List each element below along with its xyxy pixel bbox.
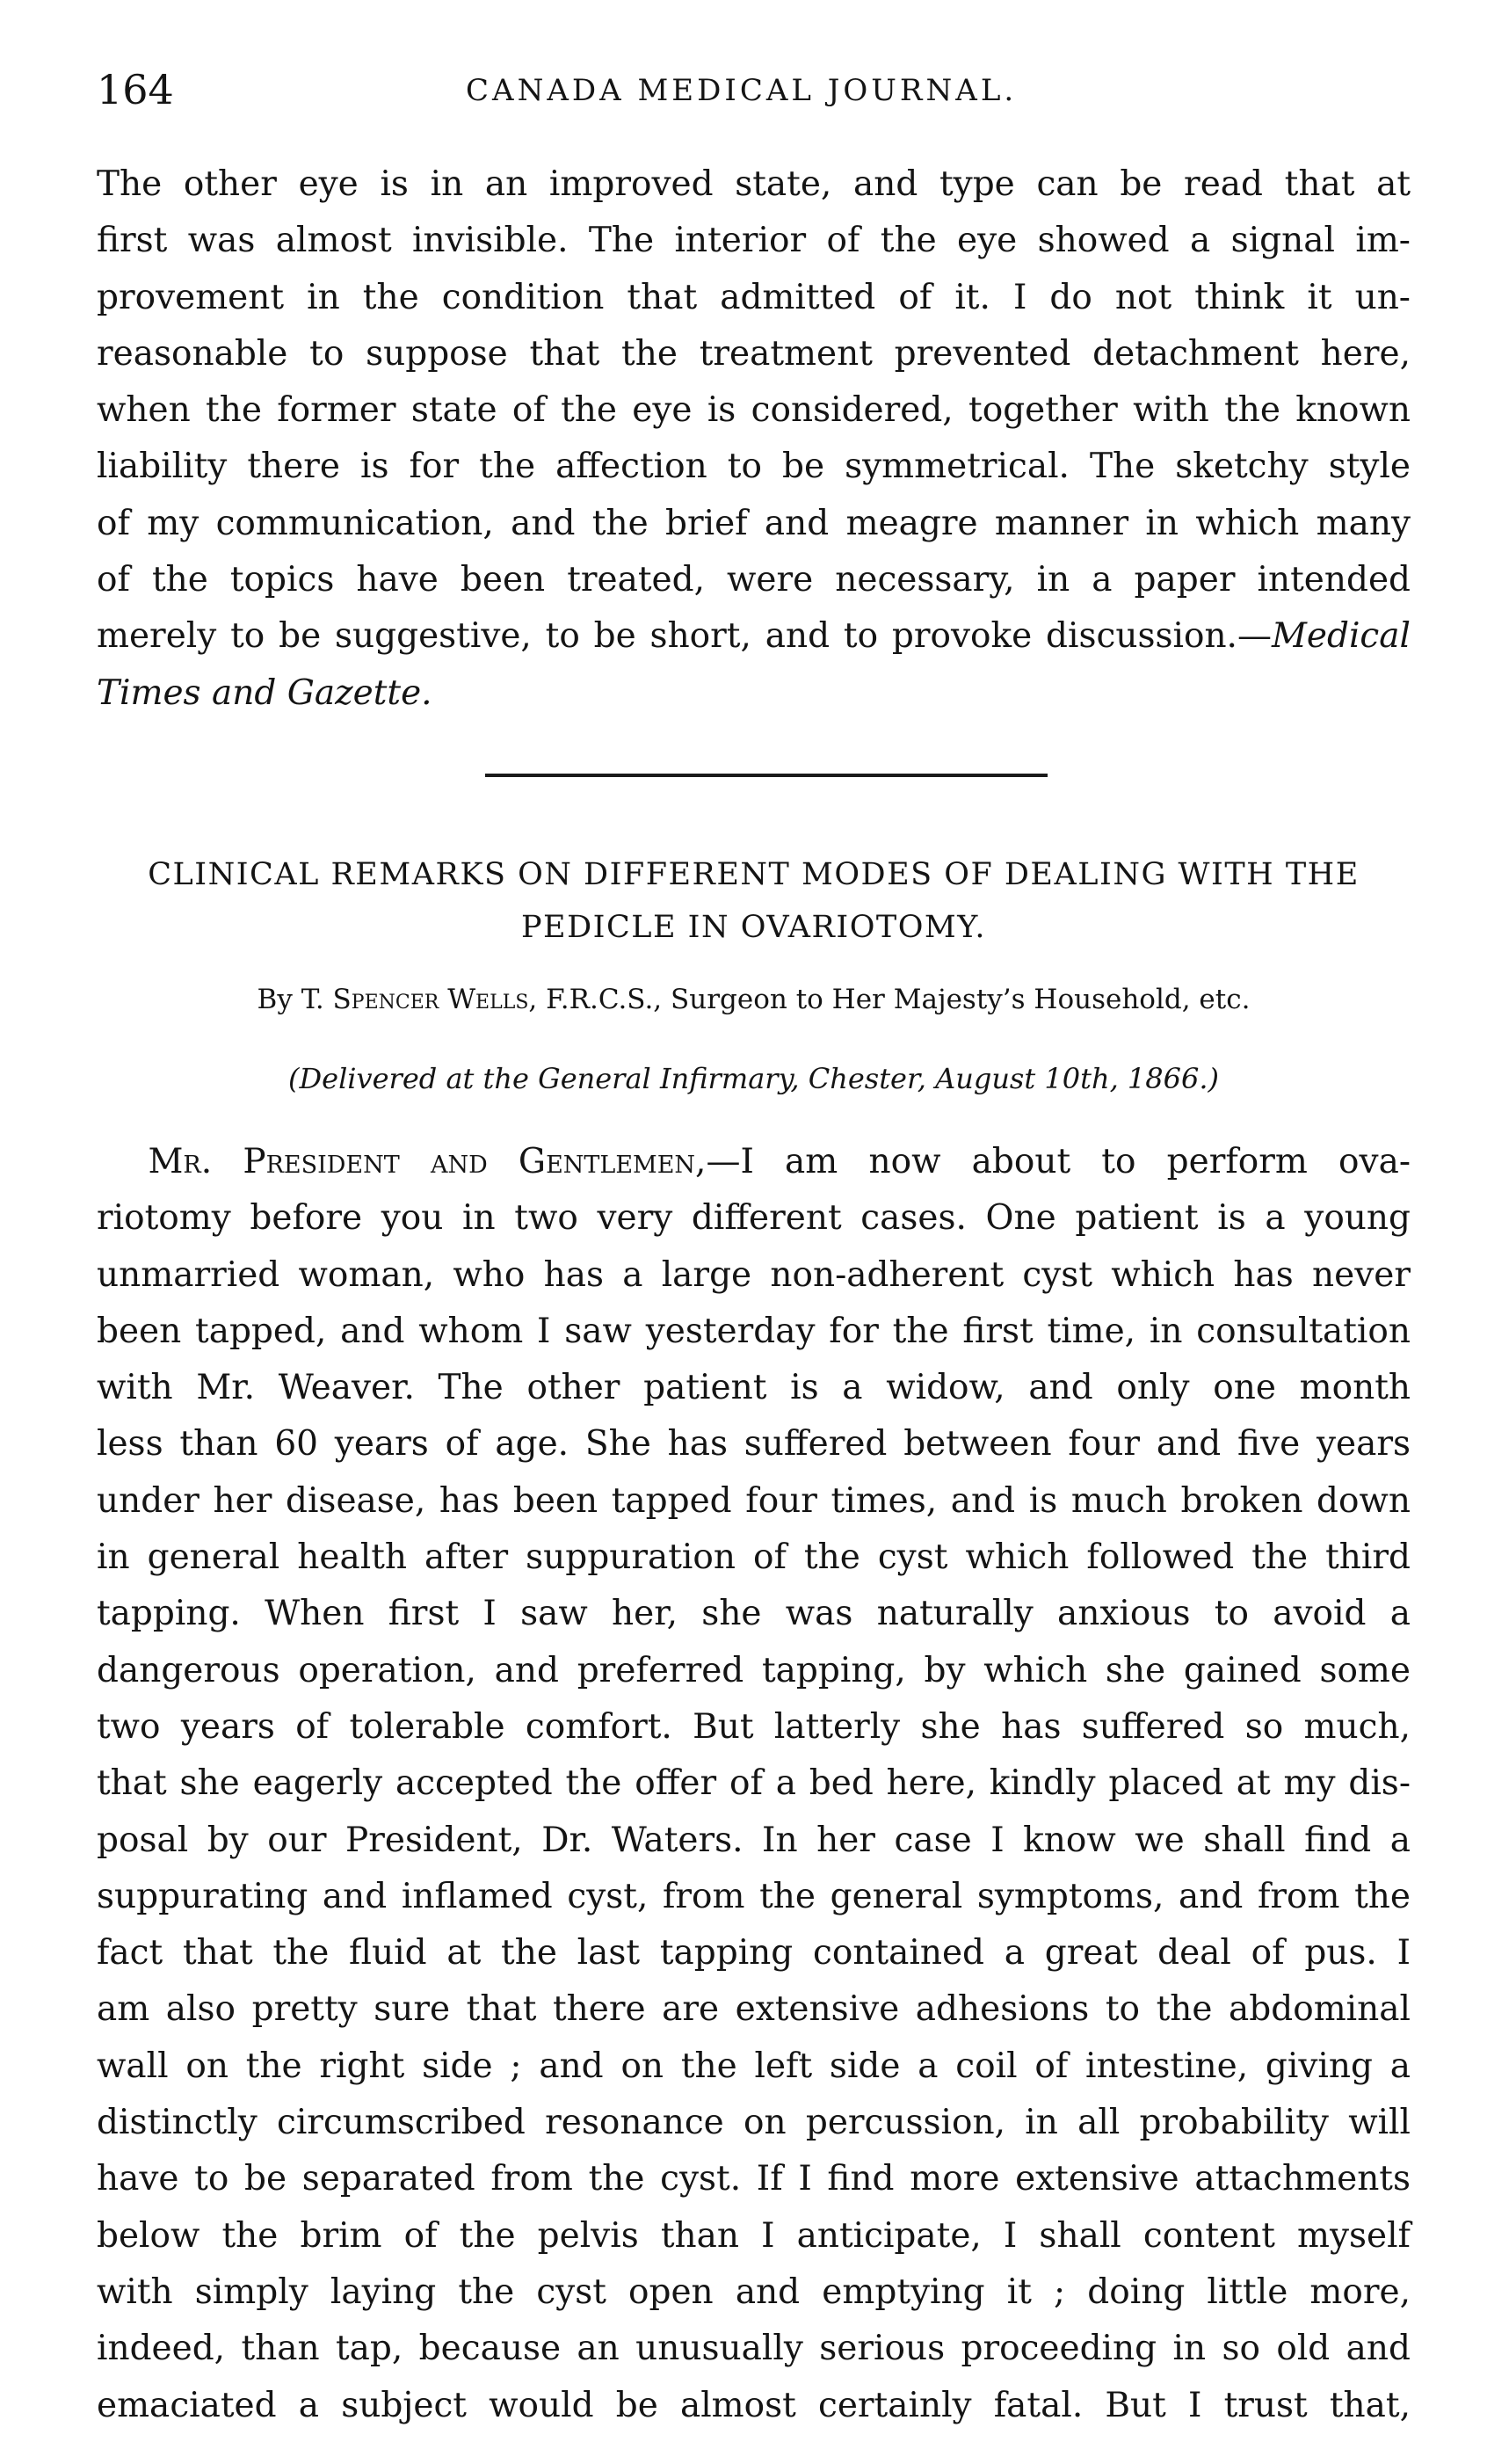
page-number: 164 — [97, 66, 174, 113]
text-line: that she eagerly accepted the offer of a bed here, kindly placed at my dis- — [97, 1763, 1411, 1804]
text-line: less than 60 years of age. She has suffered between four and five years — [97, 1424, 1411, 1465]
source-citation: Medical — [1271, 616, 1411, 657]
text-line: under her disease, has been tapped four times, and is much broken down — [97, 1480, 1411, 1521]
byline-credentials: , F.R.C.S., Surgeon to Her Majesty’s Household, etc. — [528, 984, 1251, 1015]
article-title — [97, 848, 1411, 954]
paragraph-previous-article — [97, 156, 1411, 722]
text-line: wall on the right side ; and on the left side a coil of intestine, giving a — [97, 2046, 1411, 2086]
text-line: indeed, than tap, because an unusually serious proceeding in so old and — [97, 2329, 1411, 2369]
text-line: below the brim of the pelvis than I anticipate, I shall content myself — [97, 2215, 1411, 2256]
text-line: when the former state of the eye is considered, together with the known — [97, 390, 1411, 431]
text-line: posal by our President, Dr. Waters. In her case I know we shall find a — [97, 1820, 1411, 1860]
text-line: am also pretty sure that there are extensive adhesions to the abdominal — [97, 1989, 1411, 2030]
text-line: emaciated a subject would be almost certainly fatal. But I trust that, — [97, 2385, 1411, 2425]
text-segment: —I am now about to perform ova- — [706, 1142, 1411, 1181]
running-head — [97, 63, 1415, 116]
text-line: two years of tolerable comfort. But latterly she has suffered so much, — [97, 1706, 1411, 1747]
journal-title: CANADA MEDICAL JOURNAL. — [466, 73, 1018, 108]
section-divider — [485, 774, 1048, 777]
text-line: of my communication, and the brief and meagre manner in which many — [97, 503, 1411, 543]
text-line: distinctly circumscribed resonance on percussion, in all probability will — [97, 2103, 1411, 2143]
text-line: have to be separated from the cyst. If I find more extensive attachments — [97, 2159, 1411, 2199]
article-title-line: CLINICAL REMARKS ON DIFFERENT MODES OF DEALING WITH THE — [148, 857, 1360, 892]
text-line — [97, 1134, 1411, 1190]
text-line: of the topics have been treated, were necessary, in a paper intended — [97, 560, 1411, 600]
byline — [97, 978, 1411, 1021]
text-line: unmarried woman, who has a large non-adherent cyst which has never — [97, 1254, 1411, 1295]
text-line: been tapped, and whom I saw yesterday for the first time, in consultation — [97, 1311, 1411, 1351]
source-citation-continued: Times and Gazette. — [97, 672, 432, 713]
text-line: liability there is for the affection to be symmetrical. The sketchy style — [97, 447, 1411, 487]
text-line: in general health after suppuration of the cyst which followed the third — [97, 1537, 1411, 1578]
text-line: with Mr. Weaver. The other patient is a widow, and only one month — [97, 1368, 1411, 1408]
text-line: first was almost invisible. The interior of the eye showed a signal im- — [97, 221, 1411, 261]
text-line: provement in the condition that admitted of it. I do not think it un- — [97, 277, 1411, 317]
text-line: dangerous operation, and preferred tapping, by which she gained some — [97, 1650, 1411, 1690]
article-title-line: PEDICLE IN OVARIOTOMY. — [521, 910, 986, 945]
text-line: riotomy before you in two very different cases. One patient is a young — [97, 1198, 1411, 1239]
text-line: The other eye is in an improved state, and type can be read that at — [97, 164, 1411, 204]
text-line: reasonable to suppose that the treatment prevented detachment here, — [97, 333, 1411, 374]
delivery-note: (Delivered at the General Infirmary, Chester, August 10th, 1866.) — [287, 1062, 1219, 1095]
paragraph-article-body — [97, 1134, 1411, 2434]
text-line: with simply laying the cyst open and emptying it ; doing little more, — [97, 2271, 1411, 2312]
text-line: suppurating and inflamed cyst, from the general symptoms, and from the — [97, 1876, 1411, 1916]
text-line: fact that the fluid at the last tapping contained a great deal of pus. I — [97, 1933, 1411, 1973]
text-line: tapping. When first I saw her, she was naturally anxious to avoid a — [97, 1594, 1411, 1634]
salutation: Mr. President and Gentlemen, — [148, 1142, 707, 1181]
text-line — [97, 608, 1411, 665]
byline-prefix: By T. — [257, 984, 333, 1015]
byline-author: Spencer Wells — [332, 984, 529, 1015]
text-segment: merely to be suggestive, to be short, and to provoke discussion.— — [97, 616, 1272, 657]
